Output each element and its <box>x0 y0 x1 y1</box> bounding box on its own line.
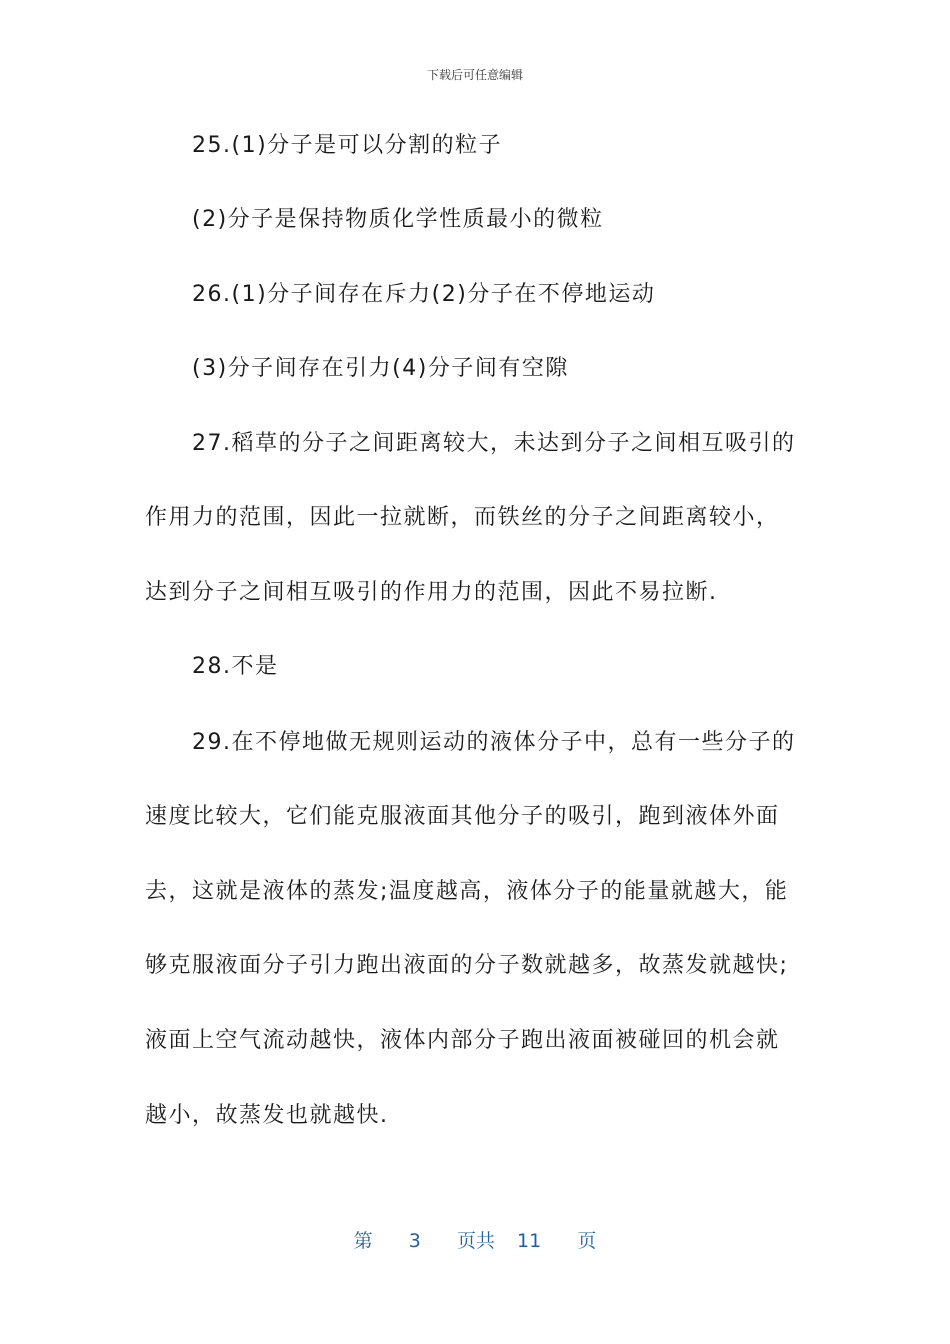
answer-29-line-1: 29.在不停地做无规则运动的液体分子中，总有一些分子的 <box>192 730 796 755</box>
answer-25-line-2: (2)分子是保持物质化学性质最小的微粒 <box>192 207 604 232</box>
footer-current-page: 3 <box>408 1230 421 1252</box>
answer-28-line-1: 28.不是 <box>192 654 279 679</box>
answer-27-line-2: 作用力的范围，因此一拉就断，而铁丝的分子之间距离较小， <box>145 505 780 530</box>
answer-26-line-1: 26.(1)分子间存在斥力(2)分子在不停地运动 <box>192 282 656 307</box>
answer-26-line-2: (3)分子间存在引力(4)分子间有空隙 <box>192 356 569 381</box>
footer-suffix: 页 <box>577 1230 597 1252</box>
footer-mid: 页共 <box>456 1230 495 1252</box>
answer-27-line-1: 27.稻草的分子之间距离较大，未达到分子之间相互吸引的 <box>192 431 796 456</box>
footer-prefix: 第 <box>353 1230 373 1252</box>
answer-29-line-2: 速度比较大，它们能克服液面其他分子的吸引，跑到液体外面 <box>145 804 780 829</box>
answer-27-line-3: 达到分子之间相互吸引的作用力的范围，因此不易拉断. <box>145 580 718 605</box>
page-header-note: 下载后可任意编辑 <box>426 68 523 82</box>
answer-29-line-3: 去，这就是液体的蒸发;温度越高，液体分子的能量就越大，能 <box>145 879 789 904</box>
answer-29-line-6: 越小，故蒸发也就越快. <box>145 1103 389 1128</box>
answer-29-line-4: 够克服液面分子引力跑出液面的分子数就越多，故蒸发就越快; <box>145 953 789 978</box>
answer-29-line-5: 液面上空气流动越快，液体内部分子跑出液面被碰回的机会就 <box>145 1028 780 1053</box>
answer-25-line-1: 25.(1)分子是可以分割的粒子 <box>192 133 503 158</box>
footer-total-pages: 11 <box>517 1230 542 1252</box>
page-footer <box>0 1226 950 1253</box>
